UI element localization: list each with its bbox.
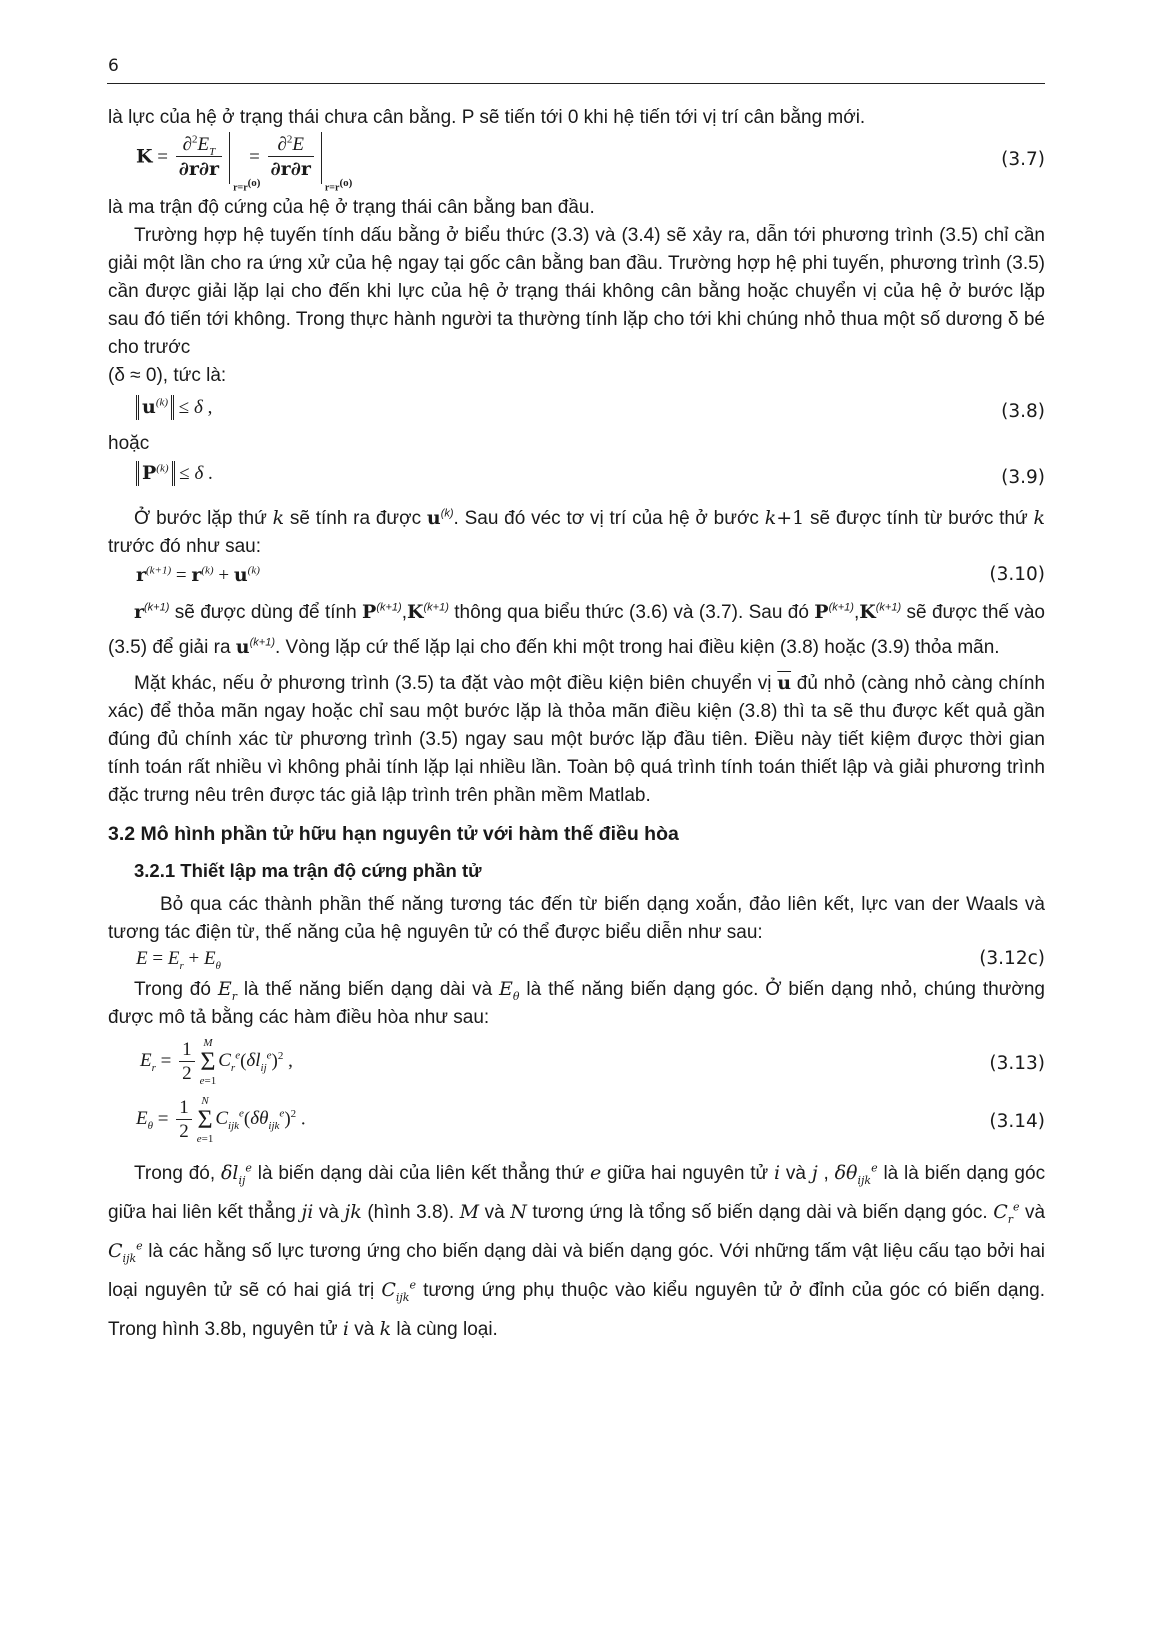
paragraph-9: Trong đó, $\delta l_{ij}^e$ là biến dạng dài của liên kết thẳng thứ e giữa hai nguyên tử i và j , $\delta\theta_{ijk}^e$ là là biến dạng góc giữa hai liên kết thẳng ji và jk (hình 3.8). M và N tương ứng là tổng số biến dạng dài và biến dạng góc. $C_r^e$ và $C_{ijk}^e$ là các hằng số lực tương ứng cho biến dạng dài và biến dạng góc. Với những tấm vật liệu cấu tạo bởi hai loại nguyên tử sẽ có hai giá trị $C_{ijk}^e$ tương ứng phụ thuộc vào kiểu nguyên tử ở đỉnh của góc có biến dạng. Trong hình 3.8b, nguyên tử i và k là cùng loại.	[108, 1161, 1046, 1340]
equation-3-12c: $E = E_r + E_\theta$ (3.12c)	[108, 947, 1045, 975]
p9-text-c: giữa hai nguyên tử	[607, 1163, 769, 1184]
word-hoac: hoặc	[108, 433, 150, 454]
paragraph-2: là ma trận độ cứng của hệ ở trạng thái cân bằng ban đầu.	[108, 197, 595, 218]
p9-text-m: và	[354, 1319, 375, 1340]
p9-text-l: tương ứng phụ thuộc vào kiểu nguyên tử ở đỉnh của góc có biến dạng. Trong hình 3.8b, nguyên tử	[108, 1280, 1045, 1340]
p9-text-i: tương ứng là tổng số biến dạng dài và biến dạng góc.	[532, 1202, 988, 1223]
paragraph-5: $r^{(k+1)}$ sẽ được dùng để tính $P^{(k+1)},K^{(k+1)}$ thông qua biểu thức (3.6) và (3.7). Sau đó $P^{(k+1)},K^{(k+1)}$ sẽ được thế vào (3.5) để giải ra $u^{(k+1)}$. Vòng lặp cứ thế lặp lại cho đến khi một trong hai điều kiện (3.8) hoặc (3.9) thỏa mãn.	[108, 601, 1045, 658]
p5-text-b: thông qua biểu thức (3.6) và (3.7). Sau đó	[454, 602, 809, 623]
p4-text-d: sẽ được tính từ bước thứ	[810, 508, 1028, 529]
p9-text-e: là biến dạng góc giữa hai liên kết thẳng	[108, 1163, 1046, 1223]
equation-3-14: $E_\theta$ = $\frac{1}{2}$ N Σ $e=1C_{ijk}^e(\delta\theta_{ijk}^e)^2$ . (3.14)	[136, 1095, 1045, 1145]
p9-text-d: và	[785, 1163, 806, 1184]
paragraph-3-tail: (δ ≈ 0), tức là:	[108, 365, 227, 386]
equation-number: (3.10)	[989, 564, 1045, 585]
p4-text-b: sẽ tính ra được	[289, 508, 422, 529]
paragraph-3: Trường hợp hệ tuyến tính dấu bằng ở biểu thức (3.3) và (3.4) sẽ xảy ra, dẫn tới phương trình (3.5) chỉ cần giải một lần cho ra ứng xử của hệ ngay tại gốc cân bằng ban đầu. Trường hợp hệ phi tuyến, phương trình (3.5) cần được giải lặp lại cho đến khi lực của hệ ở trạng thái không cân bằng hoặc chuyển vị của hệ ở bước lặp sau đó tiến tới không. Trong thực hành người ta thường tính lặp cho tới khi chúng nhỏ thua một số dương δ bé cho trước	[108, 225, 1045, 358]
equation-number: (3.7)	[1001, 149, 1045, 170]
equation-number: (3.8)	[1001, 401, 1045, 422]
p8-text-c: là thế năng biến dạng góc. Ở biến dạng nhỏ, chúng thường được mô tả bằng các hàm điều hòa như sau:	[108, 979, 1045, 1028]
header-rule	[107, 83, 1045, 84]
p9-text-g: (hình 3.8).	[367, 1202, 455, 1223]
p9-text-j: và	[1025, 1202, 1046, 1223]
p9-text-b: là biến dạng dài của liên kết thẳng thứ	[257, 1163, 585, 1184]
equation-number: (3.14)	[989, 1111, 1045, 1132]
equation-number: (3.9)	[1001, 467, 1045, 488]
p9-text-a: Trong đó,	[134, 1163, 216, 1184]
p4-text-e: trước đó như sau:	[108, 536, 262, 557]
equation-3-9: $P^{(k)} \le \delta$ . (3.9)	[108, 458, 1045, 498]
p6-text-b: đủ nhỏ (càng nhỏ càng chính xác) để thỏa mãn ngay hoặc chỉ sau một bước lặp là thỏa mãn điều kiện (3.8) thì ta sẽ thu được kết quả gần đúng đủ chính xác từ phương trình (3.5) ngay sau một bước lặp đầu tiên. Điều này tiết kiệm được thời gian tính toán rất nhiều vì không phải tính lặp lại nhiều lần. Toàn bộ quá trình tính toán thiết lập và giải phương trình đặc trưng nêu trên được tác giả lập trình trên phần mềm Matlab.	[108, 673, 1046, 806]
p4-text-c: . Sau đó véc tơ vị trí của hệ ở bước	[453, 508, 759, 529]
equation-3-10: $r^{(k+1)} = r^{(k)} + u^{(k)}$ (3.10)	[108, 561, 1045, 591]
equation-3-8: $u^{(k)} \le \delta$ , (3.8)	[108, 390, 1045, 430]
p9-text-k: là các hằng số lực tương ứng cho biến dạng dài và biến dạng góc. Với những tấm vật liệu cấu tạo bởi hai loại nguyên tử sẽ có hai giá trị	[108, 1241, 1046, 1301]
equation-number: (3.12c)	[979, 948, 1045, 969]
p8-text-b: là thế năng biến dạng dài và	[243, 979, 493, 1000]
p5-text-a: sẽ được dùng để tính	[174, 602, 357, 623]
page-number: 6	[108, 56, 119, 76]
paragraph-1: là lực của hệ ở trạng thái chưa cân bằng. P sẽ tiến tới 0 khi hệ tiến tới vị trí cân bằng mới.	[108, 107, 866, 128]
section-heading: 3.2 Mô hình phần tử hữu hạn nguyên tử với hàm thế điều hòa	[108, 823, 679, 845]
paragraph-4: Ở bước lặp thứ k sẽ tính ra được $u^{(k)}$. Sau đó véc tơ vị trí của hệ ở bước k+1 sẽ được tính từ bước thứ k trước đó như sau:	[108, 507, 1046, 557]
equation-3-13: $E_r$ = $\frac{1}{2}$ M Σ $e=1C_r^e(\delta l_{ij}^e)^2$ , (3.13)	[140, 1037, 1045, 1087]
subsection-heading: 3.2.1 Thiết lập ma trận độ cứng phần tử	[134, 859, 482, 881]
p9-text-h: và	[484, 1202, 505, 1223]
p5-text-d: . Vòng lặp cứ thế lặp lại cho đến khi một trong hai điều kiện (3.8) hoặc (3.9) thỏa mãn.	[275, 637, 1000, 658]
paragraph-7: Bỏ qua các thành phần thế năng tương tác đến từ biến dạng xoắn, đảo liên kết, lực van der Waals và tương tác điện từ, thế năng của hệ nguyên tử có thể được biểu diễn như sau:	[108, 894, 1045, 943]
document-body	[108, 104, 1045, 1349]
p6-text-a: Mặt khác, nếu ở phương trình (3.5) ta đặt vào một điều kiện biên chuyển vị	[134, 673, 772, 694]
equation-number: (3.13)	[989, 1053, 1045, 1074]
p9-text-f: và	[318, 1202, 339, 1223]
paragraph-8: Trong đó $E_r$ là thế năng biến dạng dài và $E_\theta$ là thế năng biến dạng góc. Ở biến dạng nhỏ, chúng thường được mô tả bằng các hàm điều hòa như sau:	[108, 978, 1045, 1028]
p9-text-n: là cùng loại.	[396, 1319, 498, 1340]
paragraph-6: Mặt khác, nếu ở phương trình (3.5) ta đặt vào một điều kiện biên chuyển vị $\overline{u}$ đủ nhỏ (càng nhỏ càng chính xác) để thỏa mãn ngay hoặc chỉ sau một bước lặp là thỏa mãn điều kiện (3.8) thì ta sẽ thu được kết quả gần đúng đủ chính xác từ phương trình (3.5) ngay sau một bước lặp đầu tiên. Điều này tiết kiệm được thời gian tính toán rất nhiều vì không phải tính lặp lại nhiều lần. Toàn bộ quá trình tính toán thiết lập và giải phương trình đặc trưng nêu trên được tác giả lập trình trên phần mềm Matlab.	[108, 672, 1046, 806]
equation-3-7: K = $\frac{\partial^2E_T}{\partial r\partial r}$ $r=r^{(o)}$ = $\frac{\partial^2E}{\partial r\partial r}$ $r=r^{(o)}$ (3.7)	[136, 133, 1045, 193]
p8-text-a: Trong đó	[134, 979, 211, 1000]
p4-text-a: Ở bước lặp thứ	[134, 508, 267, 529]
p5-text-c: sẽ được thế vào (3.5) để giải ra	[108, 602, 1045, 658]
